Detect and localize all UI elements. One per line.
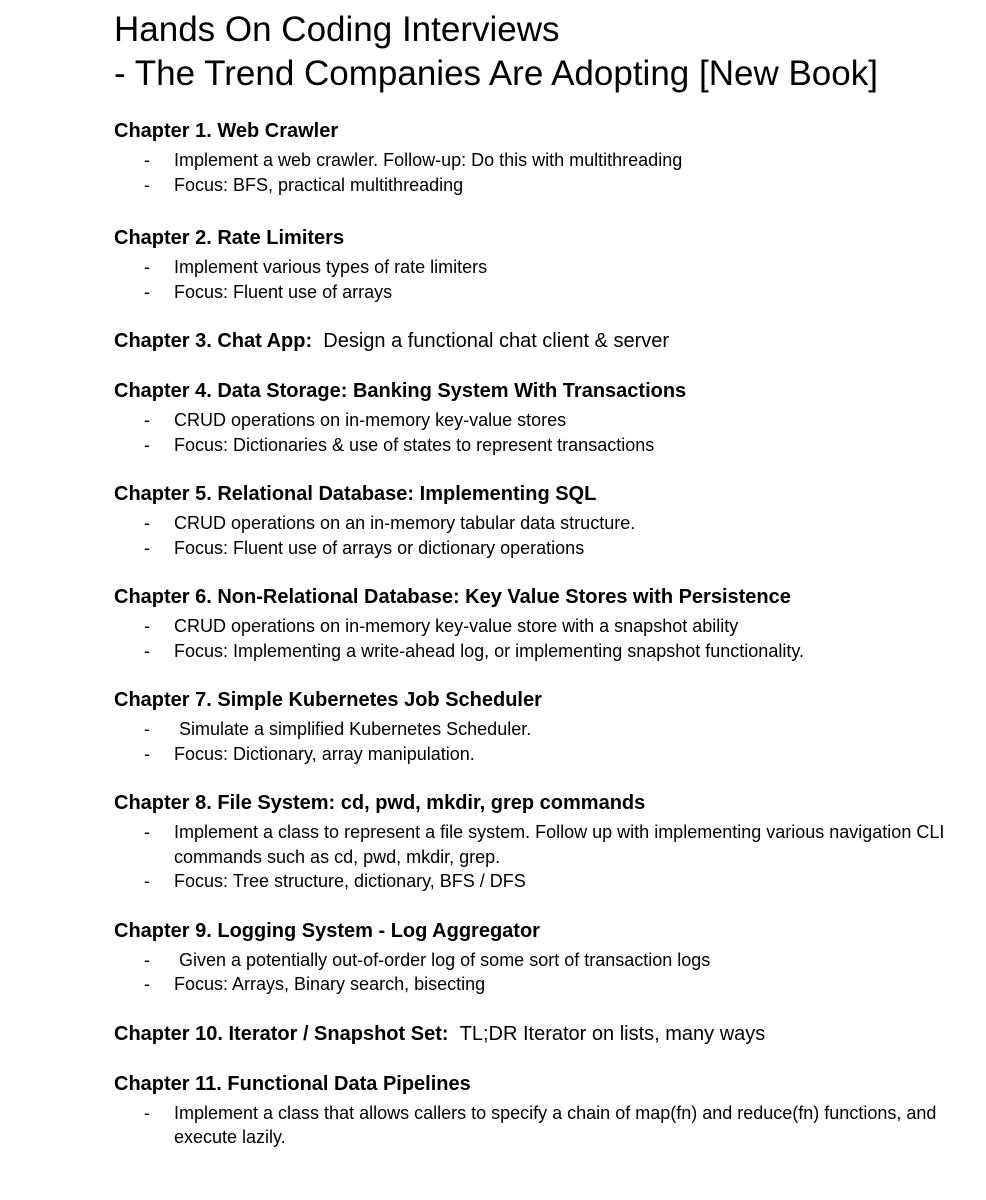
dash-bullet-marker: - [144, 257, 150, 277]
dash-bullet-marker: - [144, 434, 150, 455]
chapter-heading [114, 225, 964, 251]
list-item [114, 742, 964, 767]
bullet-list [114, 408, 964, 457]
list-item [114, 972, 964, 997]
list-item [114, 408, 964, 433]
list-item-text: Implement various types of rate limiters [174, 257, 488, 277]
list-item-text: Focus: Dictionary, array manipulation. [174, 743, 475, 764]
dash-bullet-marker: - [144, 743, 150, 764]
bullet-list [114, 614, 964, 663]
list-item [114, 820, 964, 869]
list-item-text: Focus: Fluent use of arrays [174, 281, 393, 302]
chapter-title: Chapter 6. Non-Relational Database: Key Value Stores with Persistence [114, 586, 791, 608]
chapter-heading [114, 790, 964, 816]
chapter-heading [114, 378, 964, 404]
dash-bullet-marker: - [144, 174, 150, 195]
dash-bullet-marker: - [144, 150, 150, 170]
list-item-text: Focus: Arrays, Binary search, bisecting [174, 974, 486, 994]
chapter-title: Chapter 3. Chat App: [114, 330, 313, 352]
chapter-summary: Design a functional chat client & server [323, 330, 670, 352]
list-item [114, 639, 964, 664]
chapter-heading [114, 687, 964, 713]
list-item [114, 173, 964, 198]
chapter-section [114, 118, 964, 197]
dash-bullet-marker: - [144, 281, 150, 302]
chapter-section [114, 918, 964, 997]
list-item [114, 511, 964, 536]
chapter-section [114, 1071, 964, 1150]
chapter-title: Chapter 5. Relational Database: Implementing SQL [114, 483, 597, 505]
dash-bullet-marker: - [144, 537, 150, 558]
list-item-text: Focus: Fluent use of arrays or dictionary operations [174, 537, 585, 558]
bullet-list [114, 717, 964, 766]
list-item [114, 717, 964, 742]
bullet-list [114, 255, 964, 304]
document-page [114, 8, 964, 1150]
list-item-text: Focus: Tree structure, dictionary, BFS / DFS [174, 871, 526, 891]
chapter-heading [114, 481, 964, 507]
list-item-text: Implement a web crawler. Follow-up: Do this with multithreading [174, 150, 683, 170]
list-item [114, 280, 964, 305]
chapter-section [114, 328, 964, 354]
chapter-title: Chapter 11. Functional Data Pipelines [114, 1072, 471, 1095]
chapter-summary: TL;DR Iterator on lists, many ways [459, 1022, 766, 1045]
chapter-title: Chapter 2. Rate Limiters [114, 227, 345, 249]
chapter-heading [114, 918, 964, 944]
bullet-list [114, 820, 964, 894]
chapter-section [114, 481, 964, 560]
list-item [114, 433, 964, 458]
list-item-text: CRUD operations on an in-memory tabular data structure. [174, 513, 636, 533]
list-item [114, 869, 964, 894]
chapter-heading [114, 328, 964, 354]
list-item [114, 1101, 964, 1150]
list-item-text: Focus: Implementing a write-ahead log, or implementing snapshot functionality. [174, 640, 804, 661]
chapter-heading [114, 1071, 964, 1097]
chapter-title: Chapter 7. Simple Kubernetes Job Scheduler [114, 689, 542, 711]
list-item [114, 948, 964, 973]
chapter-section [114, 790, 964, 894]
chapter-title: Chapter 10. Iterator / Snapshot Set: [114, 1022, 449, 1045]
chapter-title: Chapter 8. File System: cd, pwd, mkdir, grep commands [114, 792, 646, 814]
dash-bullet-marker: - [144, 640, 150, 661]
dash-bullet-marker: - [144, 949, 150, 970]
list-item [114, 614, 964, 639]
title-line-1: Hands On Coding Interviews [114, 10, 560, 49]
list-item-text: Focus: BFS, practical multithreading [174, 174, 464, 195]
chapter-heading [114, 1021, 964, 1047]
bullet-list [114, 511, 964, 560]
chapter-title: Chapter 1. Web Crawler [114, 120, 339, 142]
chapter-title: Chapter 9. Logging System - Log Aggregator [114, 919, 540, 942]
dash-bullet-marker: - [144, 719, 150, 739]
dash-bullet-marker: - [144, 410, 150, 430]
list-item-text: Implement a class to represent a file system. Follow up with implementing various navigation CLI commands such as cd, pwd, mkdir, grep. [174, 822, 950, 867]
list-item-text: CRUD operations on in-memory key-value store with a snapshot ability [174, 616, 739, 636]
list-item [114, 536, 964, 561]
list-item [114, 255, 964, 280]
chapter-section [114, 225, 964, 304]
chapter-section [114, 1021, 964, 1047]
dash-bullet-marker: - [144, 974, 150, 994]
list-item-text: Implement a class that allows callers to specify a chain of map(fn) and reduce(fn) functions, and execute lazily. [174, 1102, 942, 1147]
bullet-list [114, 1101, 964, 1150]
dash-bullet-marker: - [144, 822, 150, 842]
list-item-text: CRUD operations on in-memory key-value stores [174, 410, 567, 430]
chapter-section [114, 687, 964, 766]
dash-bullet-marker: - [144, 1102, 150, 1123]
document-title [114, 8, 964, 96]
list-item-text: Focus: Dictionaries & use of states to represent transactions [174, 434, 655, 455]
dash-bullet-marker: - [144, 513, 150, 533]
chapter-title: Chapter 4. Data Storage: Banking System With Transactions [114, 380, 687, 402]
chapter-section [114, 584, 964, 663]
bullet-list [114, 948, 964, 997]
chapter-heading [114, 118, 964, 144]
dash-bullet-marker: - [144, 616, 150, 636]
chapter-section [114, 378, 964, 457]
dash-bullet-marker: - [144, 871, 150, 891]
list-item-text: Given a potentially out-of-order log of some sort of transaction logs [174, 949, 711, 970]
list-item [114, 148, 964, 173]
chapter-heading [114, 584, 964, 610]
chapter-list [114, 118, 964, 1150]
bullet-list [114, 148, 964, 197]
title-line-2: - The Trend Companies Are Adopting [New Book] [114, 54, 878, 93]
list-item-text: Simulate a simplified Kubernetes Scheduler. [174, 719, 532, 739]
